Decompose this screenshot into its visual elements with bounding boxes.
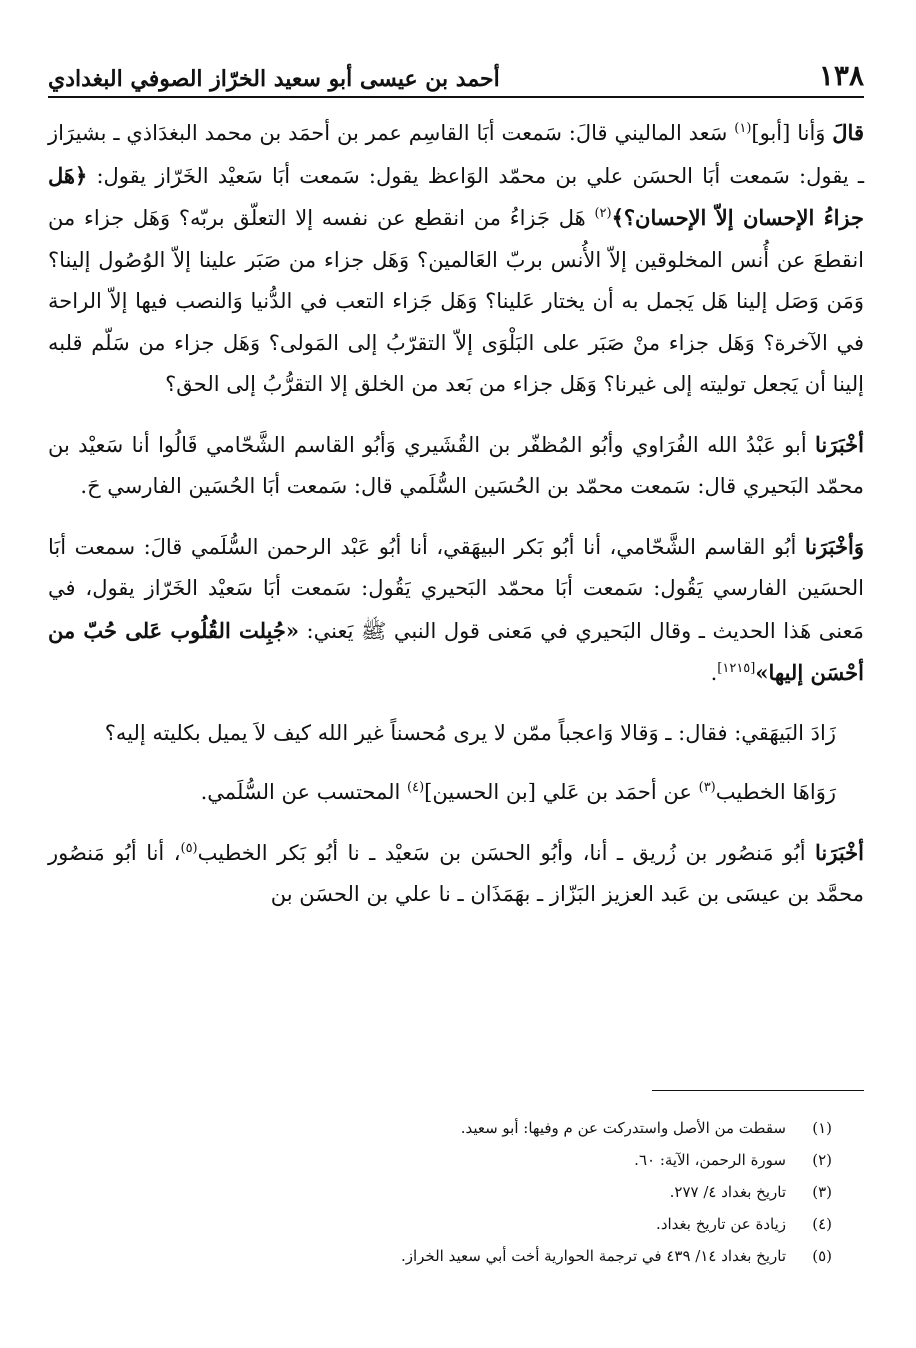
header-rule: [48, 96, 864, 98]
footnote-text: زيادة عن تاريخ بغداد.: [656, 1215, 786, 1233]
footnote-number: (٤): [812, 1215, 832, 1233]
footnote-separator: [652, 1090, 864, 1091]
paragraph-text: أبُو مَنصُور بن زُريق ـ أنا، وأبُو الحسَن بن سَعيْد ـ نا أبُو بَكر الخطيب: [197, 840, 815, 865]
footnote-ref: [١٢١٥]: [717, 661, 756, 676]
paragraph-text: زَادَ البَيهَقي: فقال: ـ وَقالا وَاعجباً ممّن لا يرى مُحسناً غير الله كيف لاَ يميل بكليته إليه؟: [104, 720, 836, 745]
paragraph-text: وَأنا [أبو]: [751, 121, 833, 145]
paragraph-text: هَل جَزاءُ من انقطع عن نفسه إلا التعلّق بربّه؟ وَهَل جزاء من انقطعَ عن أُنس المخلوقين إلاّ الأُنس بربّ العَالمين؟ وَهَل جزاء من صَبَر علينا إلاّ الوُصُول إلينا؟ وَمَن وَصَل إلينا هَل يَجمل به أن يختار عَلينا؟ وَهَل جَزاء التعب في الدُّنيا وَالنصب فيها إلاّ الراحة في الآخرة؟ وَهَل جزاء منْ صَبَر على البَلْوَى إلاّ التقرّبُ إلى المَولى؟ وَهَل جزاء من سَلّم قلبه إلينا أن يَجعل توليته إلى غيرنا؟ وَهَل جزاء من بَعد من الخلق إلا التقرُّبُ إلى الحق؟: [48, 206, 864, 396]
footnote-text: تاريخ بغداد ١٤/ ٤٣٩ في ترجمة الحوارية أخت أبي سعيد الخراز.: [400, 1247, 786, 1265]
paragraph-text: سَعد الماليني قالَ: سَمعت أبَا القاسِم عمر بن أحمَد بن محمد البغدَاذي ـ بشيرَاز ـ يقول: سَمعت أبَا الحسَن علي بن محمّد الوَاعظ يقول: سَمعت أبَا سَعيْد الخَرّاز يقول:: [48, 121, 864, 188]
paragraph: [48, 713, 864, 755]
main-text: [48, 112, 864, 934]
quran-verse: ﴿هَل جزاءُ الإحسان إلاّ الإحسان؟﴾: [48, 162, 864, 230]
paragraph-text: المحتسب عن السُّلَمي.: [200, 780, 408, 804]
footnote-ref: (٥): [180, 840, 198, 856]
paragraph-lead-word: أخْبَرَنا: [815, 431, 864, 457]
footnote-ref: (٣): [698, 780, 716, 795]
paragraph: [48, 112, 864, 406]
paragraph-lead-word: وَأخْبَرَنا: [804, 533, 864, 559]
footnote-text: تاريخ بغداد ٤/ ٢٧٧.: [669, 1183, 786, 1201]
paragraph-text: .: [710, 661, 718, 685]
paragraph-text: ، أنا أبُو مَنصُور محمَّد بن عيسَى بن عَبد العزيز البَزّاز ـ بهَمَذَان ـ نا علي بن الحسَن بن: [48, 840, 864, 906]
footnote-text: سورة الرحمن، الآية: ٦٠.: [634, 1151, 786, 1169]
footnote-ref: (٢): [594, 206, 612, 221]
hadith-quote: «جُبِلت القُلُوب عَلى حُبّ من أحْسَن إليها»: [48, 617, 864, 685]
footnote-number: (٢): [812, 1151, 832, 1169]
footnote: [48, 1208, 832, 1240]
footnote-number: (١): [812, 1119, 832, 1137]
paragraph: [48, 424, 864, 508]
page-header: [48, 54, 864, 92]
footnote: [48, 1112, 832, 1144]
paragraph-text: أبُو القاسم الشَّحّامي، أنا أبُو بَكر البيهَقي، أنا أبُو عَبْد الرحمن السُّلَمي قالَ: سمعت أبَا الحسَين الفارسي يَقُول: سَمعت أبَا محمّد البَحيري يَقُول: سَمعت أبَا سَعيْد الخَرّاز يقول، في مَعنى هَذا الحديث ـ وقال البَحيري في مَعنى قول النبي ﷺ يَعني:: [48, 534, 864, 643]
running-title: أحمد بن عيسى أبو سعيد الخرّاز الصوفي البغدادي: [48, 66, 500, 92]
paragraph-text: عن أحمَد بن عَلي [بن الحسين]: [424, 780, 699, 804]
footnote-ref: (١): [734, 121, 752, 136]
paragraph-lead-word: أخْبَرَنا: [815, 839, 864, 865]
footnote-text: سقطت من الأصل واستدركت عن م وفيها: أبو سعيد.: [460, 1119, 786, 1137]
paragraph: [48, 832, 864, 916]
paragraph: [48, 772, 864, 814]
page-number: ١٣٨: [818, 59, 864, 92]
paragraph-lead-word: قالَ: [832, 120, 864, 145]
paragraph: [48, 526, 864, 695]
footnote: [48, 1240, 832, 1272]
footnote-ref: (٤): [407, 780, 425, 795]
footnotes: [48, 1112, 832, 1272]
paragraph-text: أبو عَبْدُ الله الفُرَاوي وأبُو المُظفّر بن القُشَيري وَأبُو القاسم الشَّحّامي قَالُوا أنا سَعيْد بن محمّد البَحيري قال: سَمعت محمّد بن الحُسَين السُّلَمي قال: سَمعت أبَا الحُسَين الفارسي حَ.: [48, 432, 864, 498]
footnote: [48, 1144, 832, 1176]
footnote: [48, 1176, 832, 1208]
paragraph-text: رَوَاهَا الخطيب: [715, 780, 836, 804]
footnote-number: (٥): [812, 1247, 832, 1265]
footnote-number: (٣): [812, 1183, 832, 1201]
